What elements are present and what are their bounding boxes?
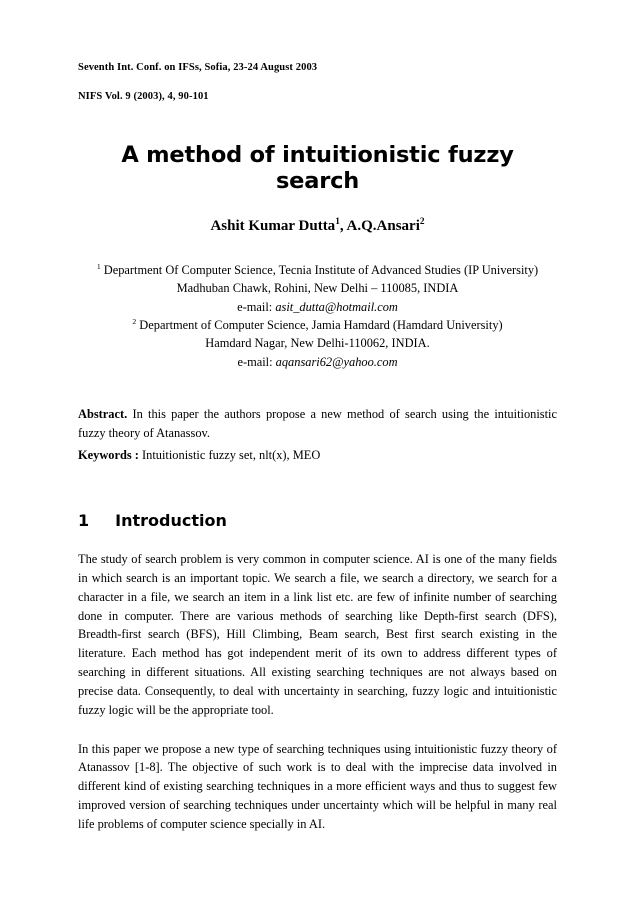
conference-header: Seventh Int. Conf. on IFSs, Sofia, 23-24 August 2003	[78, 62, 318, 73]
email-label-2: e-mail:	[237, 354, 276, 369]
author-name-2: A.Q.Ansari	[346, 218, 420, 234]
author-sup-1: 1	[335, 217, 340, 227]
abstract-text: In this paper the authors propose a new method of search using the intuitionistic fuzzy theory of Atanassov.	[78, 407, 557, 440]
author-list	[78, 218, 557, 235]
affiliation-1-line-1	[78, 261, 557, 279]
affiliation-1-text: Department Of Computer Science, Tecnia Institute of Advanced Studies (IP University)	[100, 263, 539, 277]
section-heading-introduction	[78, 511, 557, 530]
abstract-paragraph	[78, 405, 557, 442]
abstract-label: Abstract.	[78, 407, 128, 422]
author-separator: ,	[339, 218, 347, 234]
body-paragraph-2: In this paper we propose a new type of searching techniques using intuitionistic fuzzy theory of Atanassov [1-8]. The objective of such work is to deal with the imprecise data involved in different kind of existing searching techniques in a more efficient ways and thus to suggest few improved version of searching techniques under uncertainty which will be helpful in many real life problems of computer science specially in AI.	[78, 741, 557, 831]
affiliation-1-line-2: Madhuban Chawk, Rohini, New Delhi – 110085, INDIA	[176, 281, 459, 296]
author-email-1[interactable]: asit_dutta@hotmail.com	[275, 299, 398, 314]
keywords-label: Keywords :	[78, 448, 139, 463]
abstract-section	[78, 405, 557, 465]
author-email-2[interactable]: aqansari62@yahoo.com	[275, 354, 398, 369]
author-sup-2: 2	[419, 217, 425, 227]
author-name-1: Ashit Kumar Dutta	[210, 218, 336, 234]
journal-reference: NIFS Vol. 9 (2003), 4, 90-101	[78, 91, 209, 102]
affiliation-1-email-line	[78, 298, 557, 316]
affiliation-2-marker: 2	[132, 316, 137, 326]
page-title: A method of intuitionistic fuzzy search	[121, 142, 514, 194]
section-title: Introduction	[115, 510, 227, 530]
affiliation-block	[78, 261, 557, 371]
email-label-1: e-mail:	[237, 299, 276, 314]
affiliation-2-text: Department of Computer Science, Jamia Hamdard (Hamdard University)	[136, 318, 503, 333]
keywords-paragraph	[78, 446, 557, 465]
keywords-text: Intuitionistic fuzzy set, nlt(x), MEO	[138, 448, 321, 463]
affiliation-1-marker: 1	[96, 261, 101, 271]
affiliation-2-email-line	[78, 353, 557, 371]
section-number: 1	[78, 510, 90, 530]
affiliation-2-line-1	[78, 316, 557, 334]
affiliation-2-line-2: Hamdard Nagar, New Delhi-110062, INDIA.	[205, 336, 430, 351]
body-paragraph-1: The study of search problem is very common in computer science. AI is one of the many fields in which search is an important topic. We search a file, we search a directory, we search for a character in a file, we search an item in a link list etc. are few of infinite number of searching done in computer. There are various methods of searching like Depth-first search (DFS), Breadth-first search (BFS), Hill Climbing, Beam search, Best first search existing in the literature. Each method has got independent merit of its own to address different types of searching in different situations. All existing searching techniques are not always based on precise data. Consequently, to deal with uncertainty in searching, fuzzy logic and intuitionistic fuzzy logic will be the appropriate tool.	[78, 551, 557, 717]
